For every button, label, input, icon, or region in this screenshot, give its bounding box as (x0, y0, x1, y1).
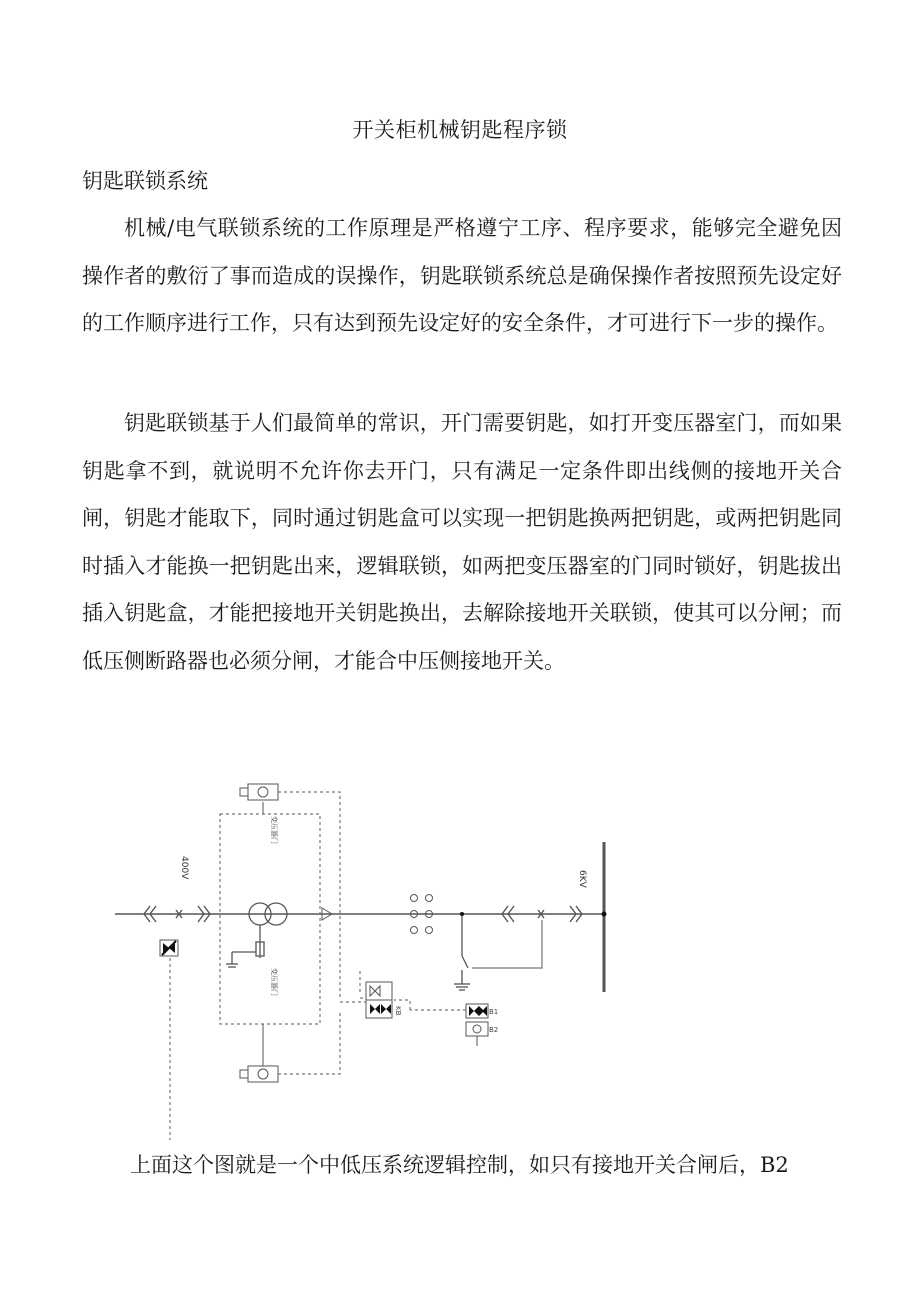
diagram-caption: 上面这个图就是一个中低压系统逻辑控制，如只有接地开关合闸后，B2 (130, 1153, 789, 1177)
bottom-door-lock-icon (240, 1066, 278, 1082)
paragraph-1: 机械/电气联锁系统的工作原理是严格遵宁工序、程序要求，能够完全避免因操作者的敷衍了事而造成的误操作，钥匙联锁系统总是确保操作者按照预先设定好的工作顺序进行工作，只有达到预先设定好的安全条件，才可进行下一步的操作。 (82, 216, 842, 335)
top-door-lock-icon (240, 784, 278, 800)
door-top-label: 变压器门 (270, 816, 278, 844)
earthing-switch-lock-icon (466, 1004, 488, 1046)
voltage-high-label: 6KV (577, 870, 587, 888)
earthing-switch-icon (454, 914, 470, 990)
breaker-lock-icon (160, 940, 178, 956)
voltage-low-label: 400V (179, 856, 189, 880)
door-bottom-label: 变压器门 (270, 968, 278, 996)
top-door-dashed-link (278, 792, 340, 1000)
key-box-up-link (360, 970, 366, 998)
key-box-label: KB (394, 1006, 402, 1016)
interlock-diagram (110, 770, 630, 1140)
lock-tag-b: B2 (489, 1026, 499, 1034)
earthing-lock-dashed-link (394, 1000, 466, 1010)
bottom-door-dashed-link (278, 1010, 340, 1074)
key-box-icon (366, 982, 392, 1018)
lock-tag-a: B1 (489, 1008, 499, 1016)
section-heading: 钥匙联锁系统 (82, 169, 208, 193)
transformer-icon (226, 903, 287, 967)
page-title: 开关柜机械钥匙程序锁 (352, 118, 568, 142)
paragraph-2: 钥匙联锁基于人们最简单的常识，开门需要钥匙，如打开变压器室门，而如果钥匙拿不到，就说明不允许你去开门，只有满足一定条件即出线侧的接地开关合闸，钥匙才能取下，同时通过钥匙盒可以实现一把钥匙换两把钥匙，或两把钥匙同时插入才能换一把钥匙出来，逻辑联锁，如两把变压器室的门同时锁好，钥匙拔出插入钥匙盒，才能把接地开关钥匙换出，去解除接地开关联锁，使其可以分闸；而低压侧断路器也必须分闸，才能合中压侧接地开关。 (82, 411, 842, 673)
breaker-feedback-link (472, 920, 542, 968)
